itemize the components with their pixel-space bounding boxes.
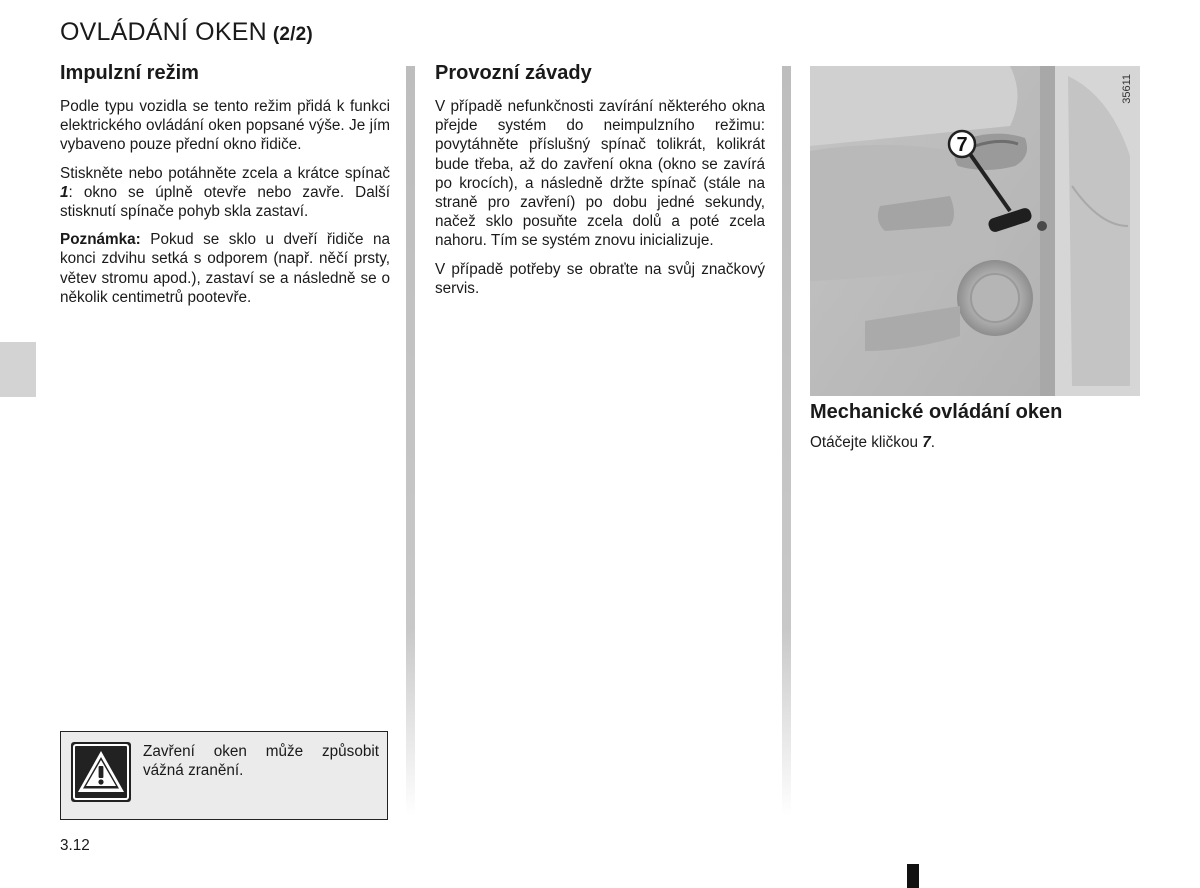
page-title-text: OVLÁDÁNÍ OKEN xyxy=(60,18,267,46)
impulse-p2-start: Stiskněte nebo potáhněte zcela a krátce spínač xyxy=(60,164,390,182)
warning-triangle-icon xyxy=(71,742,131,802)
page-title-part: (2/2) xyxy=(272,24,313,45)
chapter-tab xyxy=(0,342,36,397)
warning-text: Zavření oken může způsobit vážná zranění. xyxy=(143,743,379,779)
column-divider-left xyxy=(406,66,415,816)
mechanical-text-end: . xyxy=(930,434,935,451)
impulse-p2-end: : okno se úplně otevře nebo zavře. Další stisknutí spínače pohyb skla zastaví. xyxy=(60,183,390,221)
impulse-mode-paragraph-2 xyxy=(60,164,390,222)
impulse-mode-paragraph-1: Podle typu vozidla se tento režim přidá k funkci elektrického ovládání oken popsané výše. Je jím vybaveno pouze přední okno řidiče. xyxy=(60,98,390,154)
crank-reference: 7 xyxy=(922,434,931,451)
page-number: 3.12 xyxy=(60,837,90,854)
callout-7-label: 7 xyxy=(956,134,968,156)
note-text: Pokud se sklo u dveří řidiče na konci zdvihu setká s odporem (např. něčí prsty, větev stromu apod.), zastaví se a následně se o několik centimetrů pootevře. xyxy=(60,231,390,306)
door-drawing xyxy=(810,66,1140,396)
door-illustration xyxy=(810,66,1140,396)
faults-paragraph-2: V případě potřeby se obraťte na svůj značkový servis. xyxy=(435,260,765,297)
mechanical-text xyxy=(810,433,935,452)
impulse-mode-note xyxy=(60,230,390,307)
faults-heading: Provozní závady xyxy=(435,62,592,84)
page-title xyxy=(60,18,313,47)
corner-mark xyxy=(907,864,919,888)
faults-paragraph-1: V případě nefunkčnosti zavírání některého okna přejde systém do neimpulzního režimu: povytáhněte příslušný spínač tolikrát, kolikrát bude třeba, až do zavření okna (okno se zavírá po krocích), a následně držte spínač (stále na straně pro zavření) po dobu jedné sekundy, načež sklo posuňte zcela dolů a poté zcela nahoru. Tím se systém znovu inicializuje. xyxy=(435,98,765,250)
note-label: Poznámka: xyxy=(60,231,141,249)
warning-box xyxy=(60,731,388,820)
switch-reference: 1 xyxy=(60,183,69,201)
mechanical-text-start: Otáčejte kličkou xyxy=(810,434,923,451)
faults-section xyxy=(435,60,765,307)
column-divider-right xyxy=(782,66,791,816)
impulse-mode-heading: Impulzní režim xyxy=(60,62,199,84)
impulse-mode-section xyxy=(60,60,390,316)
mechanical-heading: Mechanické ovládání oken xyxy=(810,401,1063,423)
illustration-code: 35611 xyxy=(1121,74,1133,104)
